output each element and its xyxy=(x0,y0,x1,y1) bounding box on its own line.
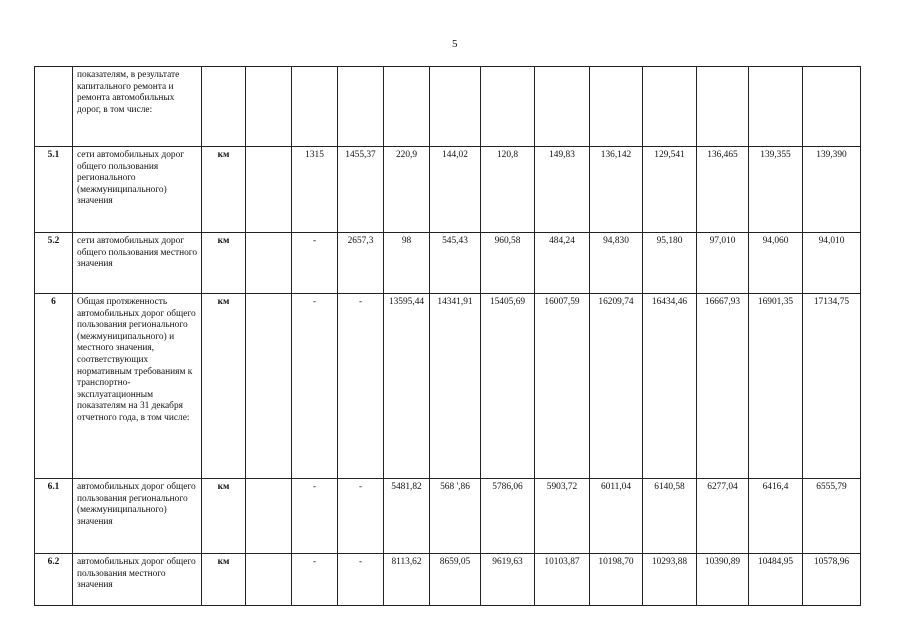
unit-cell: км xyxy=(202,294,246,479)
value-cell xyxy=(803,67,861,147)
value-cell: 6555,79 xyxy=(803,479,861,554)
value-cell: 16007,59 xyxy=(535,294,590,479)
value-cell: 136,142 xyxy=(590,147,643,233)
value-cell xyxy=(749,67,803,147)
value-cell: 16667,93 xyxy=(697,294,749,479)
value-cell: 139,390 xyxy=(803,147,861,233)
value-cell: 6140,58 xyxy=(643,479,697,554)
value-cell: 1455,37 xyxy=(338,147,384,233)
value-cell: 10293,88 xyxy=(643,554,697,606)
table-row xyxy=(35,554,861,606)
indicator-name: автомобильных дорог общего пользования местного значения xyxy=(73,554,202,606)
table-row xyxy=(35,67,861,147)
value-cell: 6011,04 xyxy=(590,479,643,554)
row-number: 5.1 xyxy=(35,147,73,233)
unit-cell: км xyxy=(202,147,246,233)
value-cell: 15405,69 xyxy=(481,294,535,479)
value-cell xyxy=(430,67,481,147)
value-cell: 136,465 xyxy=(697,147,749,233)
value-cell: 10198,70 xyxy=(590,554,643,606)
row-number xyxy=(35,67,73,147)
value-cell xyxy=(292,67,338,147)
value-cell: - xyxy=(292,479,338,554)
value-cell: 94,060 xyxy=(749,233,803,294)
row-number: 6.2 xyxy=(35,554,73,606)
empty-cell xyxy=(246,233,292,294)
value-cell xyxy=(338,67,384,147)
value-cell xyxy=(643,67,697,147)
value-cell: 10578,96 xyxy=(803,554,861,606)
empty-cell xyxy=(246,67,292,147)
value-cell: 5786,06 xyxy=(481,479,535,554)
value-cell: 10390,89 xyxy=(697,554,749,606)
unit-cell xyxy=(202,67,246,147)
table-row xyxy=(35,479,861,554)
value-cell: 5903,72 xyxy=(535,479,590,554)
value-cell: 97,010 xyxy=(697,233,749,294)
value-cell: 17134,75 xyxy=(803,294,861,479)
indicators-table xyxy=(34,66,861,606)
value-cell: 2657,3 xyxy=(338,233,384,294)
indicator-name: сети автомобильных дорог общего пользования регионального (межмуниципального) значения xyxy=(73,147,202,233)
value-cell: 1315 xyxy=(292,147,338,233)
value-cell: 14341,91 xyxy=(430,294,481,479)
empty-cell xyxy=(246,294,292,479)
unit-cell: км xyxy=(202,554,246,606)
indicator-name: показателям, в результате капитального ремонта и ремонта автомобильных дорог, в том числе: xyxy=(73,67,202,147)
value-cell: 6277,04 xyxy=(697,479,749,554)
value-cell: 220,9 xyxy=(384,147,430,233)
value-cell xyxy=(697,67,749,147)
value-cell: 94,830 xyxy=(590,233,643,294)
value-cell: 16209,74 xyxy=(590,294,643,479)
indicator-name: автомобильных дорог общего пользования регионального (межмуниципального) значения xyxy=(73,479,202,554)
value-cell xyxy=(384,67,430,147)
value-cell: 149,83 xyxy=(535,147,590,233)
value-cell: 129,541 xyxy=(643,147,697,233)
value-cell: 94,010 xyxy=(803,233,861,294)
value-cell xyxy=(535,67,590,147)
table-row xyxy=(35,147,861,233)
page-number: 5 xyxy=(452,38,458,50)
value-cell: - xyxy=(338,554,384,606)
unit-cell: км xyxy=(202,479,246,554)
indicator-name: Общая протяженность автомобильных дорог общего пользования регионального (межмуниципального) и местного значения, соответствующих нормативным требованиям к транспортно-эксплуатационным показателям на 31 декабря отчетного года, в том числе: xyxy=(73,294,202,479)
value-cell: 8113,62 xyxy=(384,554,430,606)
unit-cell: км xyxy=(202,233,246,294)
value-cell xyxy=(590,67,643,147)
value-cell: 6416,4 xyxy=(749,479,803,554)
value-cell: 98 xyxy=(384,233,430,294)
row-number: 6 xyxy=(35,294,73,479)
value-cell: 13595,44 xyxy=(384,294,430,479)
value-cell: 16901,35 xyxy=(749,294,803,479)
indicator-name: сети автомобильных дорог общего пользования местного значения xyxy=(73,233,202,294)
value-cell xyxy=(481,67,535,147)
value-cell: - xyxy=(292,233,338,294)
value-cell: 484,24 xyxy=(535,233,590,294)
value-cell: 95,180 xyxy=(643,233,697,294)
empty-cell xyxy=(246,479,292,554)
value-cell: 120,8 xyxy=(481,147,535,233)
empty-cell xyxy=(246,147,292,233)
value-cell: - xyxy=(338,479,384,554)
value-cell: 10484,95 xyxy=(749,554,803,606)
row-number: 6.1 xyxy=(35,479,73,554)
value-cell: 8659,05 xyxy=(430,554,481,606)
value-cell: 568 ',86 xyxy=(430,479,481,554)
value-cell: 9619,63 xyxy=(481,554,535,606)
value-cell: - xyxy=(292,294,338,479)
row-number: 5.2 xyxy=(35,233,73,294)
value-cell: 139,355 xyxy=(749,147,803,233)
table-row xyxy=(35,233,861,294)
value-cell: - xyxy=(338,294,384,479)
value-cell: 960,58 xyxy=(481,233,535,294)
value-cell: 5481,82 xyxy=(384,479,430,554)
value-cell: 10103,87 xyxy=(535,554,590,606)
value-cell: - xyxy=(292,554,338,606)
empty-cell xyxy=(246,554,292,606)
value-cell: 144,02 xyxy=(430,147,481,233)
table-row xyxy=(35,294,861,479)
value-cell: 545,43 xyxy=(430,233,481,294)
value-cell: 16434,46 xyxy=(643,294,697,479)
